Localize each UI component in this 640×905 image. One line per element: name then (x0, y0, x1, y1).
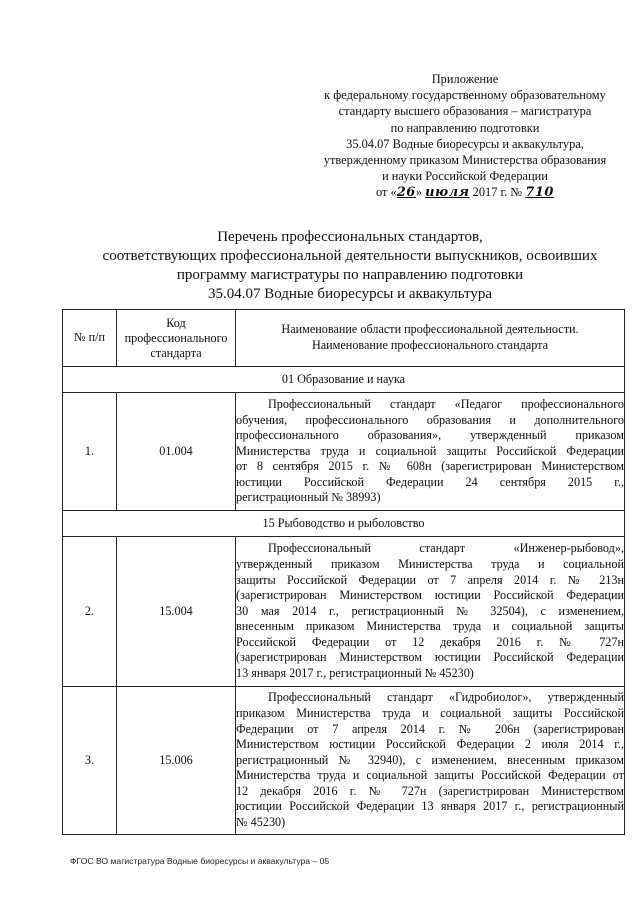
row-description: Профессиональный стандарт «Инженер-рыбовод», утвержденный приказом Министерства труда и социальной защиты Российской Федерации от 7 апреля 2014 г. № 213н (зарегистрирован Министерством юстиции Российской Федерации 30 мая 2014 г., регистрационный № 32504), с изменением, внесенным приказом Министерства труда и социальной защиты Российской Федерации от 12 декабря 2016 г. № 727н (зарегистрирован Министерством юстиции Российской Федерации 13 января 2017 г., регистрационный № 45230) (236, 537, 625, 687)
row-number: 1. (63, 393, 117, 511)
header-no: № п/п (63, 310, 117, 367)
order-number-handwritten: 710 (525, 185, 554, 201)
header-code: Код профессионального стандарта (117, 310, 236, 367)
section-row (63, 367, 625, 393)
date-year: 2017 г. № (472, 185, 523, 200)
appendix-line: по направлению подготовки (390, 120, 540, 135)
row-code: 15.004 (117, 537, 236, 687)
row-description: Профессиональный стандарт «Гидробиолог», утвержденный приказом Министерства труда и социальной защиты Российской Федерации от 7 апреля 2014 г. № 206н (зарегистрирован Министерством юстиции Российской Федерации 2 июля 2014 г., регистрационный № 32940), с изменением, внесенным приказом Министерства труда и социальной защиты Российской Федерации от 12 декабря 2016 г. № 727н (зарегистрирован Министерством юстиции Российской Федерации 13 января 2017 г., регистрационный № 45230) (236, 687, 625, 835)
table-header-row (63, 310, 625, 367)
table-row (63, 687, 625, 835)
date-mid: » (415, 185, 423, 200)
page-footer: ФГОС ВО магистратура Водные биоресурсы и аквакультура – 05 (70, 856, 330, 866)
table-row (63, 537, 625, 687)
title-line: Перечень профессиональных стандартов, (217, 229, 483, 245)
standards-table (62, 309, 625, 835)
row-description: Профессиональный стандарт «Педагог профессионального обучения, профессионального образования и дополнительного профессионального образования», утвержденный приказом Министерства труда и социальной защиты Российской Федерации от 8 сентября 2015 г. № 608н (зарегистрирован Министерством юстиции Российской Федерации 24 сентября 2015 г., регистрационный № 38993) (236, 393, 625, 511)
header-name: Наименование области профессиональной деятельности. Наименование профессионального стандарта (236, 310, 625, 367)
appendix-line: 35.04.07 Водные биоресурсы и аквакультура, (346, 136, 584, 151)
title-line: 35.04.07 Водные биоресурсы и аквакультура (207, 286, 493, 302)
appendix-line: к федеральному государственному образовательному (324, 88, 606, 103)
section-row (63, 511, 625, 537)
row-number: 2. (63, 537, 117, 687)
title-line: программу магистратуры по направлению подготовки (176, 267, 524, 283)
appendix-line: и науки Российской Федерации (382, 169, 548, 184)
title-line: соответствующих профессиональной деятельности выпускников, освоивших (102, 248, 598, 264)
appendix-line: утвержденному приказом Министерства образования (323, 153, 607, 168)
date-day-handwritten: 26 (396, 185, 416, 201)
table-row (63, 393, 625, 511)
document-title (60, 228, 640, 304)
appendix-date-line (300, 184, 630, 201)
section-title: 01 Образование и наука (63, 367, 625, 393)
date-month-handwritten: июля (425, 185, 470, 201)
appendix-header (300, 71, 630, 202)
section-title: 15 Рыбоводство и рыболовство (63, 511, 625, 537)
row-code: 01.004 (117, 393, 236, 511)
date-prefix: от « (376, 185, 397, 200)
row-number: 3. (63, 687, 117, 835)
row-code: 15.006 (117, 687, 236, 835)
appendix-line: Приложение (431, 72, 499, 86)
appendix-line: стандарту высшего образования – магистратура (338, 104, 592, 119)
